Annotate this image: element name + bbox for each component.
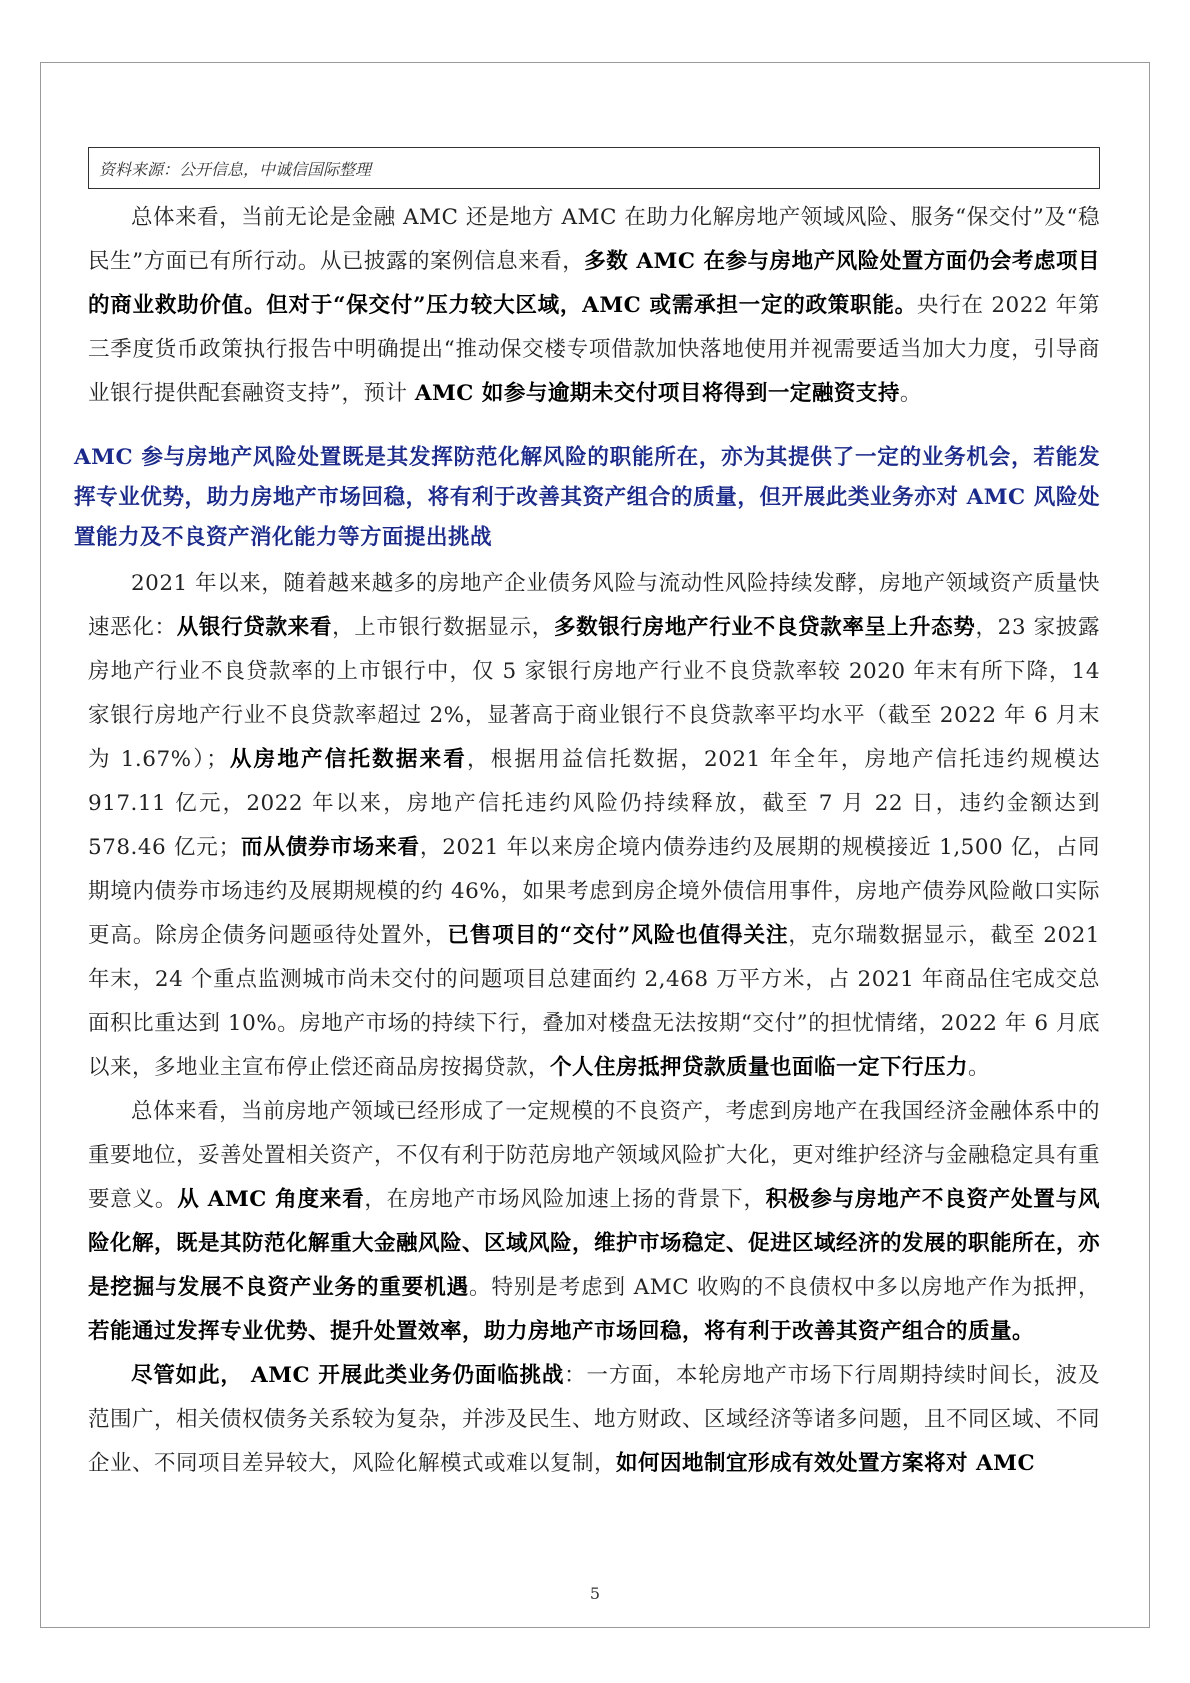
body-text: ，上市银行数据显示， xyxy=(332,615,554,640)
document-body xyxy=(74,196,1101,1486)
source-note-box xyxy=(88,147,1100,189)
paragraph-amc-challenges xyxy=(88,1354,1100,1486)
emphasis-text: 尽管如此， AMC 开展此类业务仍面临挑战 xyxy=(131,1363,565,1388)
emphasis-text: 若能通过发挥专业优势、提升处置效率，助力房地产市场回稳，将有利于改善其资产组合的质量。 xyxy=(88,1319,1035,1344)
emphasis-text: 个人住房抵押贷款质量也面临一定下行压力 xyxy=(550,1055,969,1080)
body-text: 央行在 2022 年第三季度货币政策执行报告中明确提出“推动保交楼专项借款加快落地使用并视需要适当加大力度，引导商业银行提供配套融资支持”，预计 xyxy=(88,293,1100,406)
body-text: 。 xyxy=(968,1055,991,1080)
paragraph-summary-amc-actions xyxy=(88,196,1100,416)
body-text: 总体来看，当前房地产领域已经形成了一定规模的不良资产，考虑到房地产在我国经济金融体系中的重要地位，妥善处置相关资产，不仅有利于防范房地产领域风险扩大化，更对维护经济与金融稳定具有重要意义。 xyxy=(88,1099,1101,1212)
source-note: 资料来源：公开信息，中诚信国际整理 xyxy=(99,159,372,179)
body-text: ，在房地产市场风险加速上扬的背景下， xyxy=(364,1187,766,1212)
section-heading: AMC 参与房地产风险处置既是其发挥防范化解风险的职能所在，亦为其提供了一定的业务机会，若能发挥专业优势，助力房地产市场回稳，将有利于改善其资产组合的质量，但开展此类业务亦对 AMC 风险处置能力及不良资产消化能力等方面提出挑战 xyxy=(74,445,1100,550)
body-text: 。特别是考虑到 AMC 收购的不良债权中多以房地产作为抵押， xyxy=(469,1275,1100,1300)
paragraph-amc-perspective xyxy=(88,1090,1100,1354)
emphasis-text: 从 AMC 角度来看 xyxy=(177,1187,365,1212)
emphasis-text: 如何因地制宜形成有效处置方案将对 AMC xyxy=(616,1451,1036,1476)
emphasis-text: 多数 AMC 在参与房地产风险处置方面仍会考虑项目的商业救助价值。但对于“保交付”压力较大区域，AMC 或需承担一定的政策职能。 xyxy=(88,249,1100,318)
body-text: ，根据用益信托数据，2021 年全年，房地产信托违约规模达 917.11 亿元，2022 年以来，房地产信托违约风险仍持续释放，截至 7 月 22 日，违约金额达到 578.46 亿元； xyxy=(88,747,1100,860)
emphasis-text: 从房地产信托数据来看 xyxy=(228,747,467,772)
body-text: 总体来看，当前无论是金融 AMC 还是地方 AMC 在助力化解房地产领域风险、服务“保交付”及“稳民生”方面已有所行动。从已披露的案例信息来看， xyxy=(88,205,1100,274)
emphasis-text: 而从债券市场来看 xyxy=(240,835,420,860)
body-text: ，23 家披露房地产行业不良贷款率的上市银行中，仅 5 家银行房地产行业不良贷款率较 2020 年末有所下降，14 家银行房地产行业不良贷款率超过 2%，显著高于商业银行不良贷款率平均水平（截至 2022 年 6 月末为 1.67%）； xyxy=(88,615,1100,772)
emphasis-text: AMC 如参与逾期未交付项目将得到一定融资支持 xyxy=(414,381,900,406)
body-text: ，克尔瑞数据显示，截至 2021 年末，24 个重点监测城市尚未交付的问题项目总建面约 2,468 万平方米，占 2021 年商品住宅成交总面积比重达到 10%。房地产市场的持续下行，叠加对楼盘无法按期“交付”的担忧情绪，2022 年 6 月底以来，多地业主宣布停止偿还商品房按揭贷款， xyxy=(88,923,1100,1080)
emphasis-text: 已售项目的“交付”风险也值得关注 xyxy=(447,923,789,948)
body-text: 2021 年以来，随着越来越多的房地产企业债务风险与流动性风险持续发酵，房地产领域资产质量快速恶化： xyxy=(88,571,1100,640)
body-text: 。 xyxy=(899,381,922,406)
emphasis-text: 积极参与房地产不良资产处置与风险化解，既是其防范化解重大金融风险、区域风险，维护市场稳定、促进区域经济的发展的职能所在，亦是挖掘与发展不良资产业务的重要机遇 xyxy=(88,1187,1101,1300)
paragraph-real-estate-asset-quality xyxy=(88,562,1100,1090)
body-text: ：一方面，本轮房地产市场下行周期持续时间长，波及范围广，相关债权债务关系较为复杂，并涉及民生、地方财政、区域经济等诸多问题，且不同区域、不同企业、不同项目差异较大，风险化解模式或难以复制， xyxy=(88,1363,1101,1476)
page-number: 5 xyxy=(589,1584,601,1603)
body-text: ，2021 年以来房企境内债券违约及展期的规模接近 1,500 亿，占同期境内债券市场违约及展期规模的约 46%，如果考虑到房企境外债信用事件，房地产债券风险敞口实际更高。除房企债务问题亟待处置外， xyxy=(88,835,1100,948)
emphasis-text: 多数银行房地产行业不良贷款率呈上升态势 xyxy=(553,615,976,640)
emphasis-text: 从银行贷款来看 xyxy=(176,615,333,640)
